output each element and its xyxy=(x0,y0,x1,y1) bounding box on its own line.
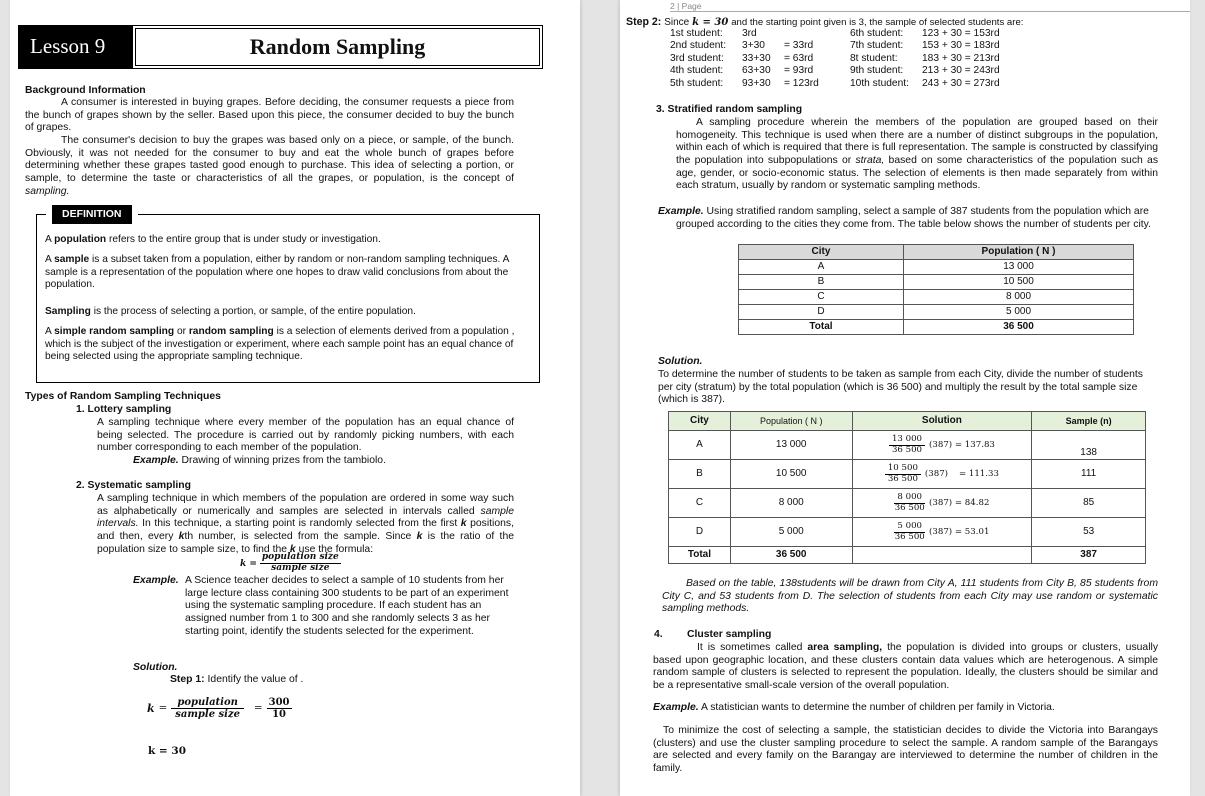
student-calc: 213 + 30 = 243rd xyxy=(922,65,1000,77)
student-calc: 243 + 30 = 273rd xyxy=(922,77,1000,89)
population-cell: 8 000 xyxy=(904,290,1134,305)
student-result: = 93rd xyxy=(784,65,814,77)
solution-result: (387) = 53.01 xyxy=(929,526,990,537)
total-value: 36 500 xyxy=(904,320,1134,335)
student-result: = 63rd xyxy=(784,52,814,64)
student-row xyxy=(850,65,1004,77)
city-cell: C xyxy=(739,290,904,305)
student-ordinal: 4th student: xyxy=(670,65,724,77)
total-label: Total xyxy=(739,320,904,335)
systematic-example-label: Example. xyxy=(133,575,179,586)
cluster-example: Example. A statistician wants to determine the number of children per family in Victoria. xyxy=(653,702,1055,713)
population-cell: 13 000 xyxy=(730,431,852,460)
city-population-table xyxy=(738,244,1134,335)
student-row xyxy=(670,40,823,52)
student-row xyxy=(670,53,823,65)
left-page xyxy=(10,0,580,796)
table-row xyxy=(669,460,1146,489)
systematic-text: A sampling technique in which members of the population are ordered in some way such as alphabetically or numerically and samples are selected in intervals called sample intervals. In this technique, a starting point is randomly selected from the first k positions, and then, every kth number, is selected from the sample. Since k is the ratio of the population size to sample size, to find the k use the formula: xyxy=(97,493,515,555)
definition-sampling: Sampling is the process of selecting a portion, or sample, of the entire population. xyxy=(45,305,416,317)
student-calc: 33+30 xyxy=(742,52,771,64)
student-ordinal: 7th student: xyxy=(850,40,904,52)
background-paragraph-1: A consumer is interested in buying grapes. Before deciding, the consumer requests a piece from the bunch of grapes shown by the seller. Based upon this piece, the consumer decided to buy the bunch of grapes. xyxy=(25,97,514,134)
student-calc: 123 + 30 = 153rd xyxy=(922,28,1000,39)
total-solution xyxy=(852,547,1032,564)
student-calc: 3+30 xyxy=(742,40,765,52)
k-result: k = 30 xyxy=(148,745,186,757)
solution-denominator: 36 500 xyxy=(894,531,925,542)
population-cell: 5 000 xyxy=(730,518,852,547)
solution-numerator: 10 500 xyxy=(885,464,921,475)
solution-cell xyxy=(852,489,1032,518)
stratified-example: Example. Using stratified random sampling, select a sample of 387 students from the population which are grouped according to the cities they come from. The table below shows the number of students per city. xyxy=(658,206,1151,230)
sample-cell: 138 xyxy=(1032,431,1146,460)
population-header: Population ( N ) xyxy=(904,245,1134,260)
table-row xyxy=(739,305,1134,320)
lesson-label: Lesson 9 xyxy=(18,25,133,69)
student-row xyxy=(850,78,1004,90)
background-paragraph-2: The consumer's decision to buy the grapes was based only on a piece, or sample, of the bunch. Obviously, it was not needed for the consumer to buy and eat the whole bunch of grapes before determining whether these grapes tasted good enough to purchase. This idea of selecting a portion, or sample, to determine the taste or characteristics of all the grapes, or population, is the concept of sampling. xyxy=(25,135,514,197)
student-result: = 33rd xyxy=(784,40,814,52)
students-list-left xyxy=(670,28,823,90)
background-heading: Background Information xyxy=(25,85,146,96)
table-row xyxy=(739,275,1134,290)
student-calc: 183 + 30 = 213rd xyxy=(922,52,1000,64)
definition-sample: A sample is a subset taken from a population, either by random or non-random sampling techniques. A sample is a representation of the population where one hopes to draw valid conclusions from about the population. xyxy=(45,254,509,291)
city-cell: B xyxy=(669,460,731,489)
background-section xyxy=(25,97,514,199)
lottery-title: 1. Lottery sampling xyxy=(76,404,172,415)
student-row xyxy=(670,65,823,77)
student-row xyxy=(850,28,1004,40)
student-ordinal: 9th student: xyxy=(850,65,904,77)
definition-label: DEFINITION xyxy=(46,205,138,224)
student-ordinal: 2nd student: xyxy=(670,40,727,52)
systematic-example-text: A Science teacher decides to select a sample of 10 students from her large lecture class containing 300 students to be part of an experiment using the systematic sampling procedure. If each student has an assigned number from 1 to 300 and she randomly selects 3 as her starting point, identify the students selected for the experiment. xyxy=(185,575,509,637)
table-row xyxy=(739,260,1134,275)
stratified-title: 3. Stratified random sampling xyxy=(656,104,803,115)
solution-numerator: 8 000 xyxy=(894,493,925,504)
student-calc: 63+30 xyxy=(742,65,771,77)
student-calc: 3rd xyxy=(742,28,757,39)
student-row xyxy=(670,78,823,90)
total-label: Total xyxy=(669,547,731,564)
page-title: Random Sampling xyxy=(132,25,543,69)
solution-cell xyxy=(852,518,1032,547)
solution-denominator: 36 500 xyxy=(891,444,923,455)
solution-result: (387) = 137.83 xyxy=(929,439,995,450)
definition-box xyxy=(36,214,540,383)
city-header: City xyxy=(739,245,904,260)
population-cell: 8 000 xyxy=(730,489,852,518)
systematic-formula: k = $\frac{\text{population size}}{\text{sample size}}$ xyxy=(240,552,339,573)
total-population: 36 500 xyxy=(730,547,852,564)
city-cell: D xyxy=(739,305,904,320)
cluster-number: 4. xyxy=(654,629,663,640)
solution-table xyxy=(668,411,1146,564)
definition-simple-random: A simple random sampling or random sampling is a selection of elements derived from a population , which is the subject of the investigation or experiment, where each sample point has an equal chance of being selected using the appropriate sampling technique. xyxy=(45,326,515,363)
student-row xyxy=(670,28,823,40)
total-row xyxy=(739,320,1134,335)
sol-sample-header: Sample (n) xyxy=(1032,412,1146,431)
types-heading: Types of Random Sampling Techniques xyxy=(25,391,221,402)
students-list-right xyxy=(850,28,1004,90)
student-ordinal: 6th student: xyxy=(850,28,904,39)
table-row xyxy=(669,489,1146,518)
solution-numerator: 13 000 xyxy=(889,435,925,446)
cluster-text: It is sometimes called area sampling, the population is divided into groups or clusters, usually based upon geographic location, and these clusters contain data values which are heterogenous. A simple random sample of clusters is selected to represent the population. Ideally, the clusters should be similar and be a representative small-scale version of the overall population. xyxy=(653,642,1159,692)
solution-label: Solution. xyxy=(133,662,178,673)
page-header: 2 | Page xyxy=(670,1,1190,12)
right-page xyxy=(620,0,1190,796)
solution-result: (387) = 111.33 xyxy=(924,468,999,479)
solution-cell xyxy=(852,431,1032,460)
solution-denominator: 36 500 xyxy=(887,473,918,484)
student-result xyxy=(784,28,823,40)
sample-cell: 111 xyxy=(1032,460,1146,489)
table-row xyxy=(669,518,1146,547)
table-row xyxy=(739,290,1134,305)
systematic-title: 2. Systematic sampling xyxy=(76,480,191,491)
cluster-final-text: To minimize the cost of selecting a sample, the statistician decides to divide the Victoria into Barangays (clusters) and use the cluster sampling procedure to select the sample. A random sample of the Barangays are selected and every family on the Barangay are interviewed to determine the number of children in the family. xyxy=(653,725,1158,775)
lottery-text: A sampling technique where every member of the population has an equal chance of being selected. The procedure is carried out by randomly picking numbers, with each number corresponding to each member of the population. xyxy=(97,417,514,454)
city-cell: D xyxy=(669,518,731,547)
total-row xyxy=(669,547,1146,564)
student-ordinal: 8t student: xyxy=(850,52,898,64)
sol-solution-header: Solution xyxy=(852,412,1032,431)
student-calc: 153 + 30 = 183rd xyxy=(922,40,1000,52)
based-on-table-text: Based on the table, 138students will be drawn from City A, 111 students from City B, 85 students from City C, and 53 students from D. The selection of students from each City may use random or systematic sampling methods. xyxy=(662,578,1158,615)
student-ordinal: 10th student: xyxy=(850,77,909,89)
student-row xyxy=(850,40,1004,52)
student-calc: 93+30 xyxy=(742,77,771,89)
solution-text: To determine the number of students to be taken as sample from each City, divide the number of students per city (stratum) by the total population (which is 36 500) and multiply the result by the total sample size (which is 387). xyxy=(658,369,1143,406)
total-sample: 387 xyxy=(1032,547,1146,564)
student-row xyxy=(850,53,1004,65)
solution-result: (387) = 84.82 xyxy=(929,497,990,508)
step2-line: Step 2: Since k = 30 and the starting point given is 3, the sample of selected students are: xyxy=(626,16,1024,28)
sol-population-header: Population ( N ) xyxy=(730,412,852,431)
population-cell: 10 500 xyxy=(904,275,1134,290)
step1: Step 1: Identify the value of . xyxy=(170,674,304,685)
lottery-example: Example. Drawing of winning prizes from the tambiolo. xyxy=(133,455,386,466)
solution-label: Solution. xyxy=(658,356,703,367)
student-ordinal: 3rd student: xyxy=(670,52,724,64)
student-ordinal: 5th student: xyxy=(670,77,724,89)
student-ordinal: 1st student: xyxy=(670,28,723,39)
definition-population: A population refers to the entire group that is under study or investigation. xyxy=(45,234,381,245)
cluster-title: Cluster sampling xyxy=(687,629,772,640)
student-result: = 123rd xyxy=(784,77,819,89)
population-cell: 5 000 xyxy=(904,305,1134,320)
city-cell: C xyxy=(669,489,731,518)
k-calculation: k = $\frac{\text{population}}{\text{sample size}}$ = $\frac{300}{10}$ xyxy=(147,697,290,720)
solution-denominator: 36 500 xyxy=(894,502,925,513)
population-cell: 13 000 xyxy=(904,260,1134,275)
city-cell: B xyxy=(739,275,904,290)
sol-city-header: City xyxy=(669,412,731,431)
stratified-text: A sampling procedure wherein the members of the population are grouped based on their homogeneity. This technique is used when there are a number of distinct subgroups in the population, within each of which is required that there is full representation. The sample is constructed by classifying the population into subpopulations or strata, based on some characteristics of the population such as age, gender, or socio-economic status. The selection of elements is then made separately from within each stratum, usually by random or systematic sampling methods. xyxy=(676,117,1159,192)
sample-cell: 85 xyxy=(1032,489,1146,518)
sample-cell: 53 xyxy=(1032,518,1146,547)
table-row xyxy=(669,431,1146,460)
solution-numerator: 5 000 xyxy=(894,522,925,533)
solution-cell xyxy=(852,460,1032,489)
city-cell: A xyxy=(739,260,904,275)
population-cell: 10 500 xyxy=(730,460,852,489)
city-cell: A xyxy=(669,431,731,460)
